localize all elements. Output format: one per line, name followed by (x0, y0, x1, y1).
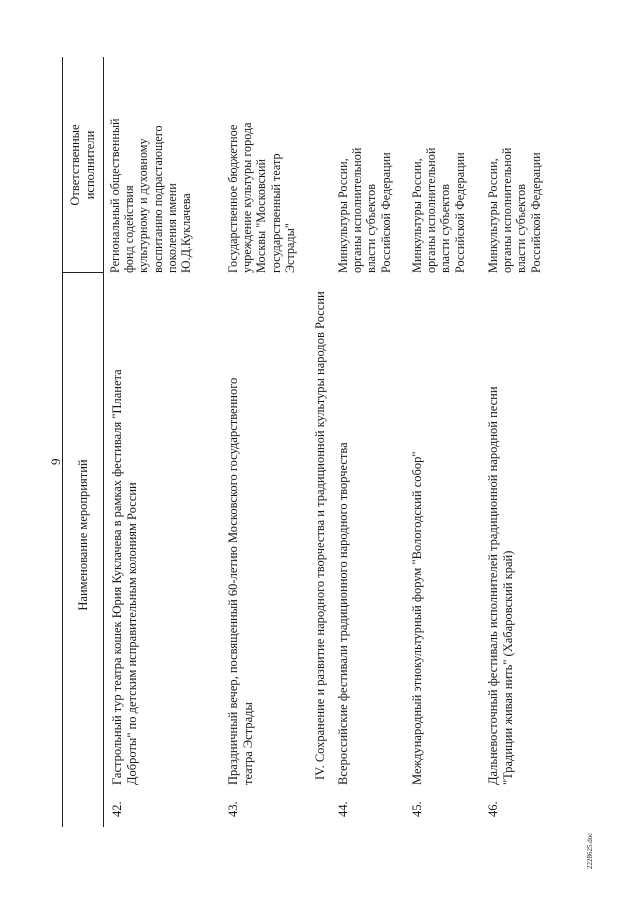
row-responsible-line: Минкультуры России, (410, 158, 424, 273)
row-responsible (336, 58, 393, 273)
row-number: 43. (226, 801, 240, 817)
row-responsible-line: Минкультуры России, (336, 158, 350, 273)
row-responsible (486, 58, 543, 273)
page-number: 9 (48, 458, 63, 465)
row-responsible-line: органы исполнительной (350, 147, 365, 273)
row-number: 45. (410, 801, 424, 817)
document-footer-id: 2228625.doc (586, 832, 594, 869)
row-name-line: театра Эстрады (240, 702, 255, 785)
row-name-line: Праздничный вечер, посвященный 60-летию Московского государственного (226, 377, 240, 785)
section-title: IV. Сохранение и развитие народного творчества и традиционной культуры народов России (313, 291, 327, 780)
row-responsible-line: органы исполнительной (500, 147, 515, 273)
row-name (486, 275, 515, 785)
row-name (110, 275, 139, 785)
row-number: 42. (110, 801, 124, 817)
row-responsible-line: Российской Федерации (378, 152, 393, 273)
row-responsible-line: культурному и духовному (136, 138, 151, 273)
row-name-line: Доброты" по детским исправительным колониям России (124, 482, 139, 785)
row-responsible-line: фонд содействия (122, 185, 137, 273)
row-name-line: Гастрольный тур театра кошек Юрия Куклачева в рамках фестиваля "Планета (110, 369, 124, 785)
row-name-line: Международный этнокультурный форум "Вологодский собор" (410, 451, 424, 785)
row-responsible-line: власти субъектов (364, 184, 379, 273)
header-responsible-line-2: исполнители (82, 130, 97, 200)
row-responsible (226, 58, 297, 273)
row-name-line: Всероссийские фестивали традиционного народного творчества (336, 442, 350, 785)
row-responsible-line: Минкультуры России, (486, 158, 500, 273)
header-name-column: Наименование мероприятий (76, 459, 90, 611)
row-responsible-line: власти субъектов (514, 184, 529, 273)
header-bottom-border (103, 57, 104, 827)
row-responsible-line: Региональный общественный (108, 118, 122, 273)
row-responsible-line: Российской Федерации (452, 152, 467, 273)
row-responsible (410, 58, 467, 273)
row-number: 46. (486, 801, 500, 817)
row-name (410, 275, 425, 785)
header-responsible-line-1: Ответственные (68, 124, 82, 206)
row-responsible-line: власти субъектов (438, 184, 453, 273)
table-top-border (62, 57, 63, 827)
row-responsible-line: учреждение культуры города (240, 122, 255, 273)
row-number: 44. (336, 801, 350, 817)
row-responsible-line: Ю.Д.Куклачева (179, 193, 194, 273)
row-name-line: "Традиции живая нить" (Хабаровский край) (500, 550, 515, 785)
row-responsible-line: поколения имени (164, 183, 179, 273)
header-responsible-column (68, 75, 97, 255)
row-responsible-line: Эстрады" (282, 223, 297, 273)
row-name-line: Дальневосточный фестиваль исполнителей традиционной народной песни (486, 386, 500, 785)
column-divider (62, 272, 103, 273)
row-responsible-line: Москвы "Московский (254, 158, 269, 273)
row-name (226, 275, 255, 785)
row-responsible-line: органы исполнительной (424, 147, 439, 273)
row-responsible-line: Российской Федерации (528, 152, 543, 273)
row-responsible-line: воспитанию подрастающего (150, 125, 165, 273)
row-responsible-line: Государственное бюджетное (226, 124, 240, 273)
row-responsible (108, 58, 193, 273)
row-name (336, 275, 351, 785)
row-responsible-line: государственный театр (268, 153, 283, 273)
